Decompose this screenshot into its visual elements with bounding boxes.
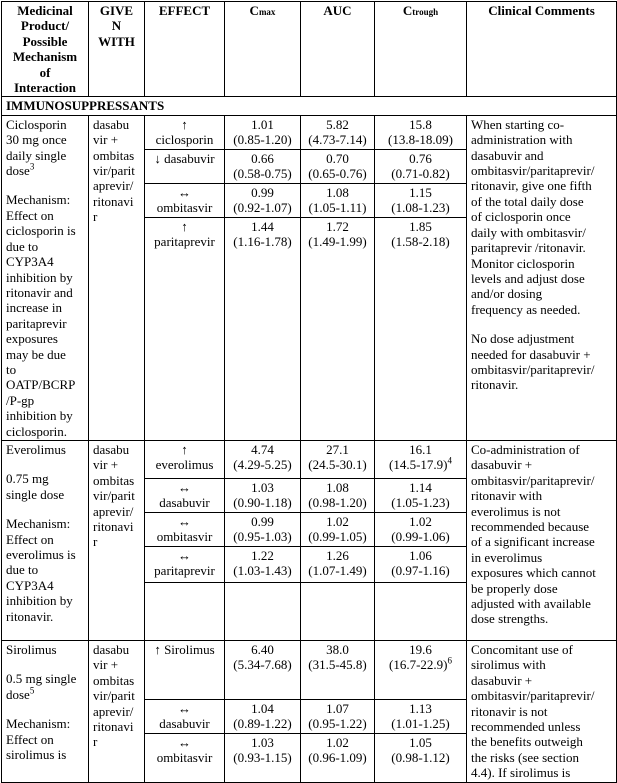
header-medicinal-product: Medicinal Product/ Possible Mechanism of Interaction [2, 2, 89, 97]
effect-cell: ↑ everolimus ↔ dasabuvir ↔ ombitasvir ↔ paritaprevir [145, 440, 225, 640]
equal-arrow-icon: ↔ [178, 700, 191, 716]
cmax-cell: 4.74 (4.29-5.25) 1.03 (0.90-1.18) 0.99 (0.95-1.03) 1.22 (1.03-1.43) [225, 440, 301, 640]
cmax-cell: 6.40 (5.34-7.68) 1.04 (0.89-1.22) 1.03 (0.93-1.15) [225, 640, 301, 782]
up-arrow-icon: ↑ [154, 641, 161, 657]
effect-cell: ↑ Sirolimus ↔ dasabuvir ↔ ombitasvir [145, 640, 225, 782]
header-auc: AUC [301, 2, 375, 97]
section-row [2, 97, 617, 115]
drug-cell-everolimus: Everolimus 0.75 mg single dose Mechanism: Effect on everolimus is due to CYP3A4 inhibition by ritonavir. [2, 440, 89, 640]
given-with-cell: dasabu vir + ombitas vir/parit aprevir/ ritonavi r [89, 115, 145, 440]
ctrough-cell: 16.1 $(14.5-17.9)^4$ 1.14 (1.05-1.23) 1.02 (0.99-1.06) 1.06 (0.97-1.16) [375, 440, 467, 640]
clinical-comment-cell: Concomitant use of sirolimus with dasabuvir + ombitasvir/paritaprevir/ ritonavir is not recommended unless the benefits outweigh the risks (see section 4.4). If sirolimus is [467, 640, 617, 782]
table-row [2, 115, 617, 440]
auc-cell: 5.82 (4.73-7.14) 0.70 (0.65-0.76) 1.08 (1.05-1.11) 1.72 (1.49-1.99) [301, 115, 375, 440]
given-with-cell: dasabu vir + ombitas vir/parit aprevir/ ritonavi r [89, 640, 145, 782]
equal-arrow-icon: ↔ [178, 184, 191, 200]
header-effect: EFFECT [145, 2, 225, 97]
section-immunosuppressants: IMMUNOSUPPRESSANTS [2, 97, 617, 115]
header-row [2, 2, 617, 97]
down-arrow-icon: ↓ [154, 150, 161, 166]
header-ctrough: Ctrough [375, 2, 467, 97]
up-arrow-icon: ↑ [181, 218, 188, 234]
given-with-cell: dasabu vir + ombitas vir/parit aprevir/ ritonavi r [89, 440, 145, 640]
cmax-cell: 1.01 (0.85-1.20) 0.66 (0.58-0.75) 0.99 (0.92-1.07) 1.44 (1.16-1.78) [225, 115, 301, 440]
interaction-table [1, 1, 617, 783]
equal-arrow-icon: ↔ [178, 479, 191, 495]
ctrough-cell: 15.8 (13.8-18.09) 0.76 (0.71-0.82) 1.15 (1.08-1.23) 1.85 (1.58-2.18) [375, 115, 467, 440]
header-clinical-comments: Clinical Comments [467, 2, 617, 97]
header-cmax: Cmax [225, 2, 301, 97]
equal-arrow-icon: ↔ [178, 513, 191, 529]
clinical-comment-cell: When starting co- administration with dasabuvir and ombitasvir/paritaprevir/ ritonavir, give one fifth of the total daily dose of ciclosporin once daily with ombitasvir/ paritaprevir /ritonavir. Monitor ciclosporin levels and adjust dose and/or dosing frequency as needed. No dose adjustment needed for dasabuvir + ombitasvir/paritaprevir/ ritonavir. [467, 115, 617, 440]
equal-arrow-icon: ↔ [178, 734, 191, 750]
drug-cell-sirolimus: Sirolimus 0.5 mg single dose$^5$ Mechanism: Effect on sirolimus is [2, 640, 89, 782]
up-arrow-icon: ↑ [181, 441, 188, 457]
header-given-with: GIVE N WITH [89, 2, 145, 97]
up-arrow-icon: ↑ [181, 116, 188, 132]
clinical-comment-cell: Co-administration of dasabuvir + ombitasvir/paritaprevir/ ritonavir with everolimus is not recommended because of a significant increase in everolimus exposures which cannot be properly dose adjusted with available dose strengths. [467, 440, 617, 640]
equal-arrow-icon: ↔ [178, 547, 191, 563]
drug-cell-ciclosporin: Ciclosporin 30 mg once daily single dose$^3$ Mechanism: Effect on ciclosporin is due to CYP3A4 inhibition by ritonavir and increase in paritaprevir exposures may be due to OATP/BCRP /P-gp inhibition by ciclosporin. [2, 115, 89, 440]
auc-cell: 38.0 (31.5-45.8) 1.07 (0.95-1.22) 1.02 (0.96-1.09) [301, 640, 375, 782]
table-row [2, 640, 617, 782]
effect-cell: ↑ ciclosporin ↓ dasabuvir ↔ ombitasvir ↑ paritaprevir [145, 115, 225, 440]
auc-cell: 27.1 (24.5-30.1) 1.08 (0.98-1.20) 1.02 (0.99-1.05) 1.26 (1.07-1.49) [301, 440, 375, 640]
ctrough-cell: 19.6 $(16.7-22.9)^6$ 1.13 (1.01-1.25) 1.05 (0.98-1.12) [375, 640, 467, 782]
table-row [2, 440, 617, 640]
